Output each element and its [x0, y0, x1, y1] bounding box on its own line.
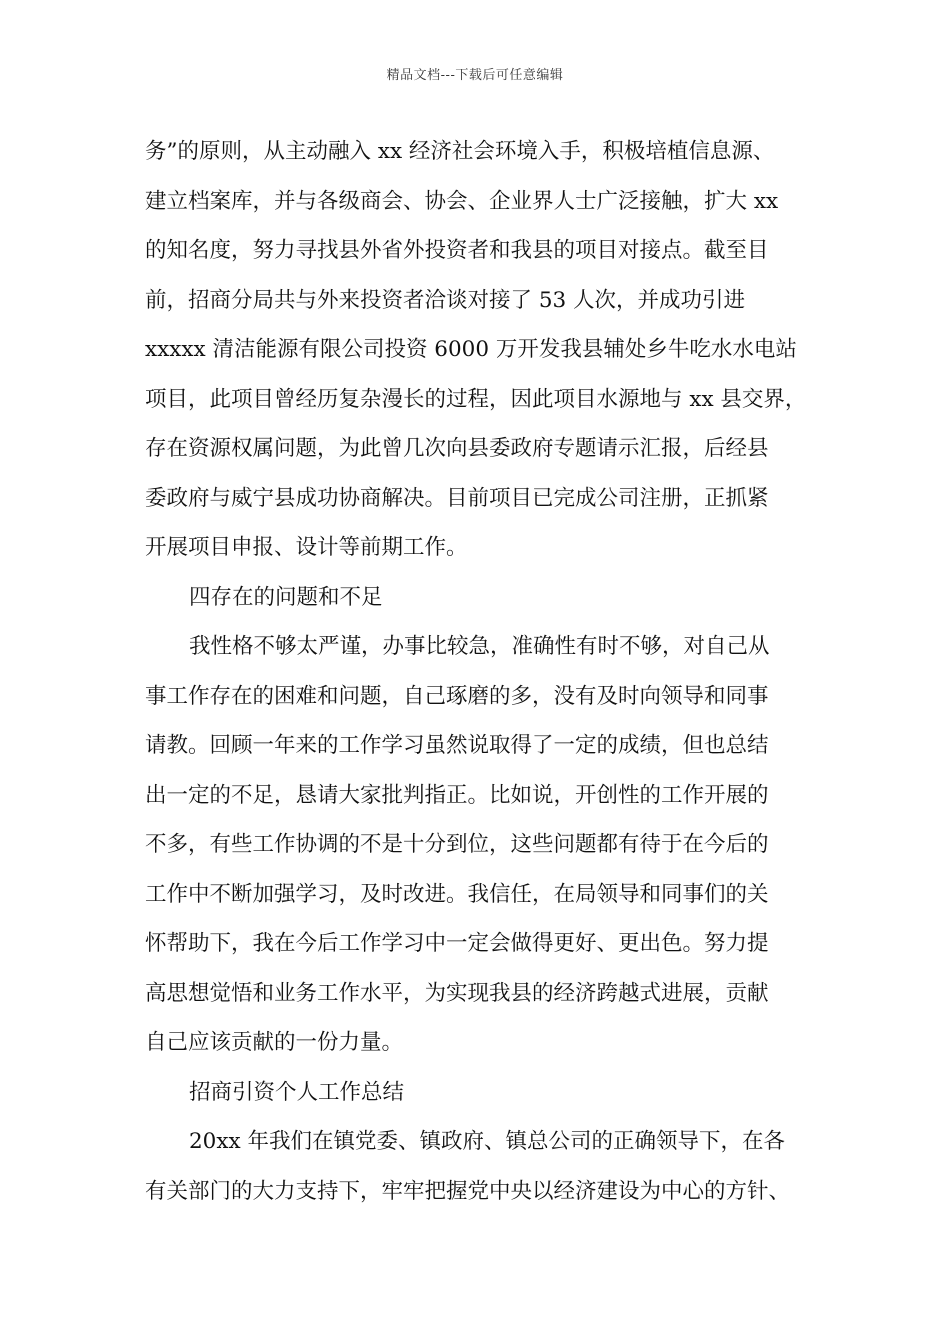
text-line: 四存在的问题和不足	[189, 584, 383, 610]
text-line: 出一定的不足，恳请大家批判指正。比如说，开创性的工作开展的	[145, 782, 769, 808]
text-line: 20xx 年我们在镇党委、镇政府、镇总公司的正确领导下，在各	[189, 1129, 785, 1154]
text-line: 招商引资个人工作总结	[189, 1079, 405, 1105]
text-line: 不多，有些工作协调的不是十分到位，这些问题都有待于在今后的	[145, 832, 769, 857]
text-line: 的知名度，努力寻找县外省外投资者和我县的项目对接点。截至目	[145, 238, 769, 263]
text-line: 怀帮助下，我在今后工作学习中一定会做得更好、更出色。努力提	[145, 931, 769, 956]
text-line: 高思想觉悟和业务工作水平，为实现我县的经济跨越式进展，贡献	[145, 980, 769, 1006]
text-line: 委政府与威宁县成功协商解决。目前项目已完成公司注册，正抓紧	[145, 485, 769, 511]
text-line: 开展项目申报、设计等前期工作。	[145, 535, 468, 560]
document-body	[145, 127, 825, 1216]
text-line: 请教。回顾一年来的工作学习虽然说取得了一定的成绩，但也总结	[145, 733, 769, 758]
text-line: 存在资源权属问题，为此曾几次向县委政府专题请示汇报，后经县	[145, 436, 769, 461]
text-line: 务”的原则，从主动融入 xx 经济社会环境入手，积极培植信息源、	[145, 139, 775, 164]
text-line: 有关部门的大力支持下，牢牢把握党中央以经济建设为中心的方针、	[145, 1178, 791, 1204]
text-line: 工作中不断加强学习，及时改进。我信任，在局领导和同事们的关	[145, 881, 769, 907]
text-line: 项目，此项目曾经历复杂漫长的过程，因此项目水源地与 xx 县交界，	[145, 386, 807, 412]
page-header: 精品文档---下载后可任意编辑	[386, 68, 564, 83]
text-line: 前，招商分局共与外来投资者洽谈对接了 53 人次，并成功引进	[145, 287, 746, 313]
text-line: xxxxx 清洁能源有限公司投资 6000 万开发我县辅处乡牛吃水水电站	[145, 337, 797, 362]
text-line: 我性格不够太严谨，办事比较急，准确性有时不够，对自己从	[189, 634, 770, 659]
text-line: 建立档案库，并与各级商会、协会、企业界人士广泛接触，扩大 xx	[145, 188, 779, 214]
text-line: 事工作存在的困难和问题，自己琢磨的多，没有及时向领导和同事	[145, 683, 769, 709]
text-line: 自己应该贡献的一份力量。	[145, 1030, 404, 1055]
